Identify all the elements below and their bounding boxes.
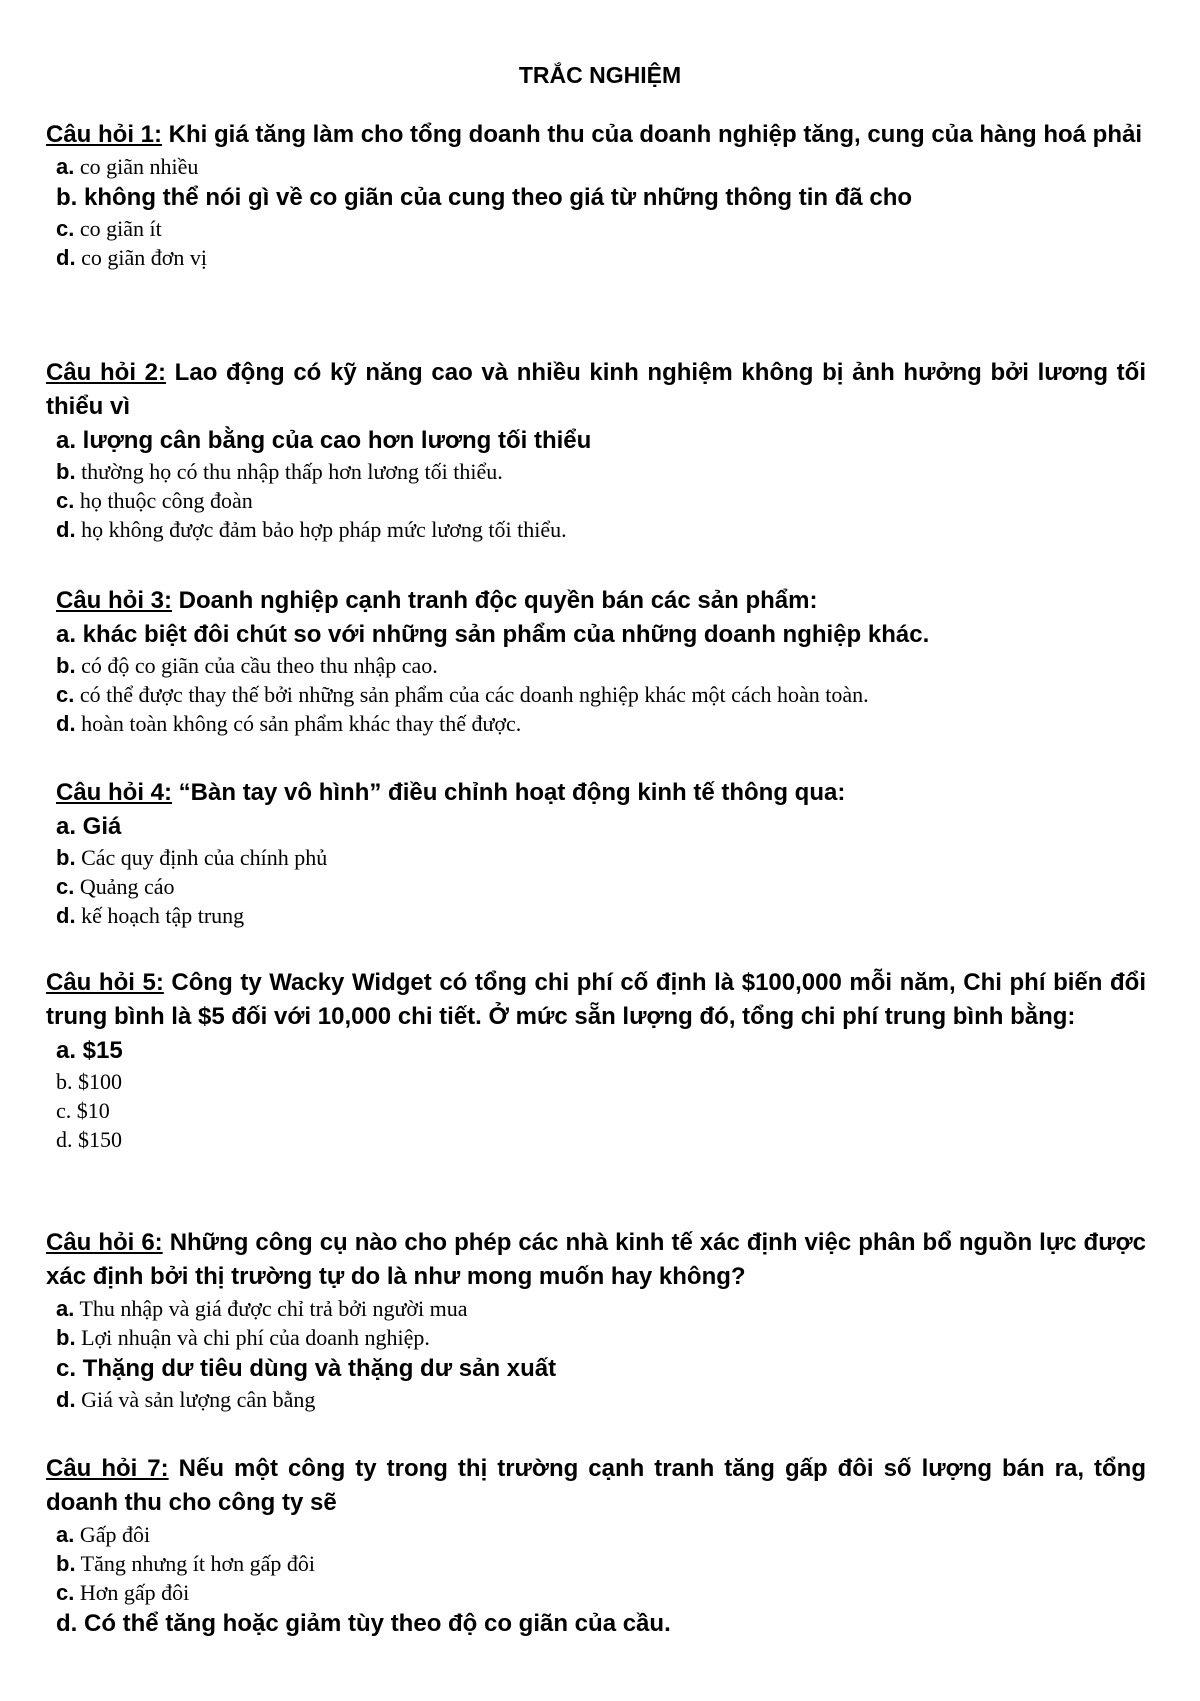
question-body: Công ty Wacky Widget có tổng chi phí cố định là $100,000 mỗi năm, Chi phí biến đổi trung bình là $5 đối với 10,000 chi tiết. Ở mức sẵn lượng đó, tổng chi phí trung bình bằng: bbox=[46, 969, 1146, 1030]
option-b: b. không thể nói gì về co giãn của cung theo giá từ những thông tin đã cho bbox=[56, 184, 913, 211]
document-title: TRẮC NGHIỆM bbox=[518, 62, 682, 88]
option-d: d. họ không được đảm bảo hợp pháp mức lương tối thiểu. bbox=[56, 517, 567, 542]
option-b: b. thường họ có thu nhập thấp hơn lương tối thiểu. bbox=[56, 459, 503, 484]
option-b: b. $100 bbox=[56, 1069, 122, 1094]
question-label: Câu hỏi 3: bbox=[56, 587, 173, 614]
option-b: b. Các quy định của chính phủ bbox=[56, 845, 328, 870]
question-label: Câu hỏi 1: bbox=[46, 121, 163, 148]
question-2-text bbox=[46, 356, 1146, 424]
option-d: d. Có thể tăng hoặc giảm tùy theo độ co giãn của cầu. bbox=[56, 1610, 671, 1637]
question-3-text bbox=[56, 584, 1156, 618]
option-c: c. có thể được thay thế bởi những sản phẩm của các doanh nghiệp khác một cách hoàn toàn. bbox=[56, 682, 869, 707]
question-6-text bbox=[46, 1226, 1146, 1294]
option-a: a. khác biệt đôi chút so với những sản phẩm của những doanh nghiệp khác. bbox=[56, 621, 930, 648]
option-b: b. Lợi nhuận và chi phí của doanh nghiệp. bbox=[56, 1325, 430, 1350]
question-body: Lao động có kỹ năng cao và nhiều kinh nghiệm không bị ảnh hưởng bởi lương tối thiểu vì bbox=[46, 359, 1146, 420]
option-c: c. co giãn ít bbox=[56, 216, 162, 241]
question-label: Câu hỏi 4: bbox=[56, 779, 173, 806]
option-d: d. $150 bbox=[56, 1127, 122, 1152]
question-body: Nếu một công ty trong thị trường cạnh tranh tăng gấp đôi số lượng bán ra, tổng doanh thu cho công ty sẽ bbox=[46, 1455, 1146, 1516]
question-label: Câu hỏi 6: bbox=[46, 1229, 163, 1256]
option-a: a. $15 bbox=[56, 1037, 123, 1064]
option-c: c. $10 bbox=[56, 1098, 110, 1123]
option-a: a. Giá bbox=[56, 813, 122, 840]
question-1-text bbox=[46, 118, 1146, 152]
question-body: Khi giá tăng làm cho tổng doanh thu của doanh nghiệp tăng, cung của hàng hoá phải bbox=[162, 121, 1143, 148]
option-a: a. Thu nhập và giá được chỉ trả bởi người mua bbox=[56, 1296, 468, 1321]
question-5-text bbox=[46, 966, 1146, 1034]
option-d: d. kế hoạch tập trung bbox=[56, 903, 245, 928]
question-6 bbox=[46, 1226, 1146, 1414]
question-label: Câu hỏi 7: bbox=[46, 1455, 169, 1482]
question-7 bbox=[46, 1452, 1146, 1640]
question-body: “Bàn tay vô hình” điều chỉnh hoạt động kinh tế thông qua: bbox=[172, 779, 846, 806]
option-b: b. có độ co giãn của cầu theo thu nhập cao. bbox=[56, 653, 438, 678]
question-body: Doanh nghiệp cạnh tranh độc quyền bán các sản phẩm: bbox=[172, 587, 818, 614]
option-c: c. Quảng cáo bbox=[56, 874, 175, 899]
question-4 bbox=[56, 776, 1156, 930]
question-7-text bbox=[46, 1452, 1146, 1520]
option-a: a. co giãn nhiều bbox=[56, 154, 199, 179]
question-1 bbox=[46, 118, 1146, 272]
option-a: a. Gấp đôi bbox=[56, 1522, 151, 1547]
option-b: b. Tăng nhưng ít hơn gấp đôi bbox=[56, 1551, 316, 1576]
option-d: d. hoàn toàn không có sản phẩm khác thay thế được. bbox=[56, 711, 522, 736]
question-label: Câu hỏi 5: bbox=[46, 969, 164, 996]
question-2 bbox=[46, 356, 1146, 544]
question-label: Câu hỏi 2: bbox=[46, 359, 167, 386]
option-d: d. Giá và sản lượng cân bằng bbox=[56, 1387, 316, 1412]
option-c: c. Hơn gấp đôi bbox=[56, 1580, 190, 1605]
question-4-text bbox=[56, 776, 1156, 810]
option-d: d. co giãn đơn vị bbox=[56, 245, 207, 270]
question-5 bbox=[46, 966, 1146, 1154]
option-a: a. lượng cân bằng của cao hơn lương tối thiểu bbox=[56, 427, 592, 454]
option-c: c. Thặng dư tiêu dùng và thặng dư sản xuất bbox=[56, 1355, 557, 1382]
option-c: c. họ thuộc công đoàn bbox=[56, 488, 253, 513]
question-3 bbox=[56, 584, 1156, 738]
question-body: Những công cụ nào cho phép các nhà kinh tế xác định việc phân bổ nguồn lực được xác định bởi thị trường tự do là như mong muốn hay không? bbox=[46, 1229, 1147, 1290]
